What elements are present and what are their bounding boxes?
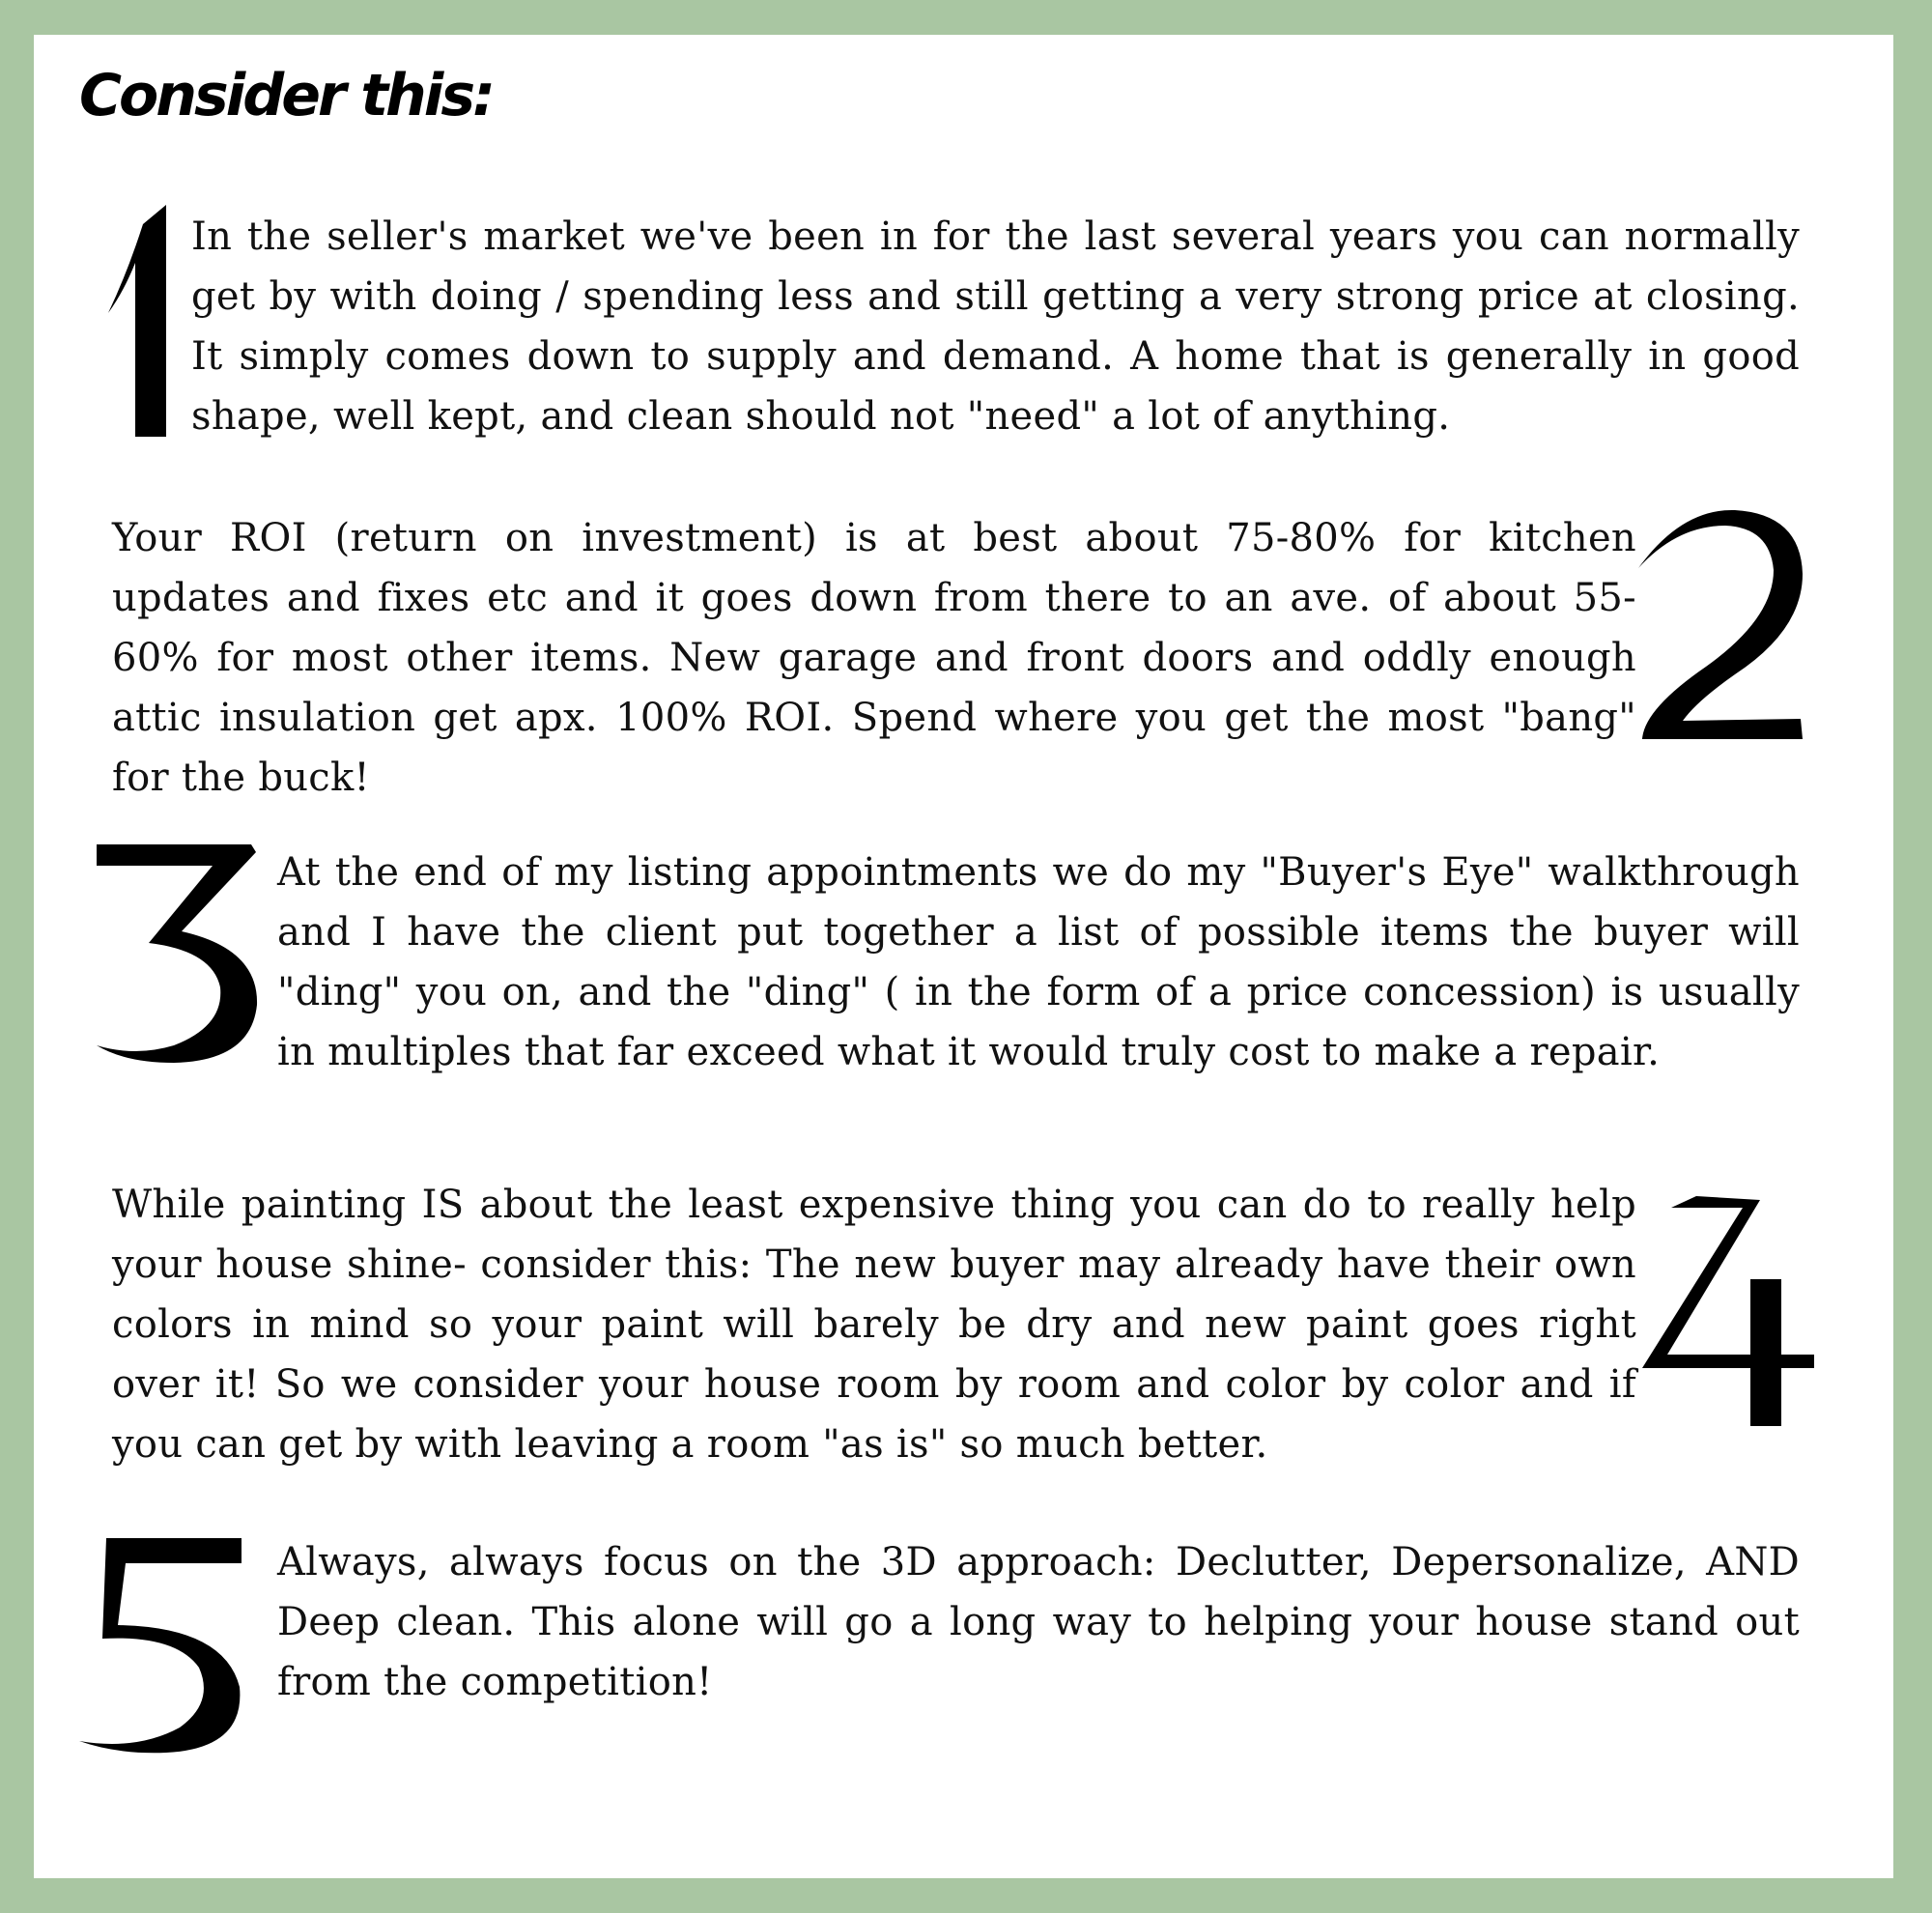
page-title: Consider this: [79,62,494,129]
tip-number-5 [79,1538,243,1756]
tip-text-1: In the seller's market we've been in for the last several years you can normally get by with doing / spending less and still getting a very strong price at closing. It simply comes down to supply and demand. A home that is generally in good shape, well kept, and clean should not "need" a lot of anything. [191,214,1800,439]
numeral-1-glyph [106,205,174,437]
numeral-5-glyph [79,1538,243,1756]
tip-text-3: At the end of my listing appointments we do my "Buyer's Eye" walkthrough and I have the client put together a list of possible items the buyer will "ding" you on, and the "ding" ( in the form of a price concession) is usually in multiples that far exceed what it would truly cost to make a repair. [277,850,1800,1074]
tip-text-5: Always, always focus on the 3D approach: Declutter, Depersonalize, AND Deep clean. This alone will go a long way to helping your house stand out from the competition! [277,1540,1800,1704]
tip-number-2 [1638,504,1807,741]
tip-text-4: While painting IS about the least expensive thing you can do to really help your house shine- consider this: The new buyer may already have their own colors in mind so your paint will barely be dry and new paint goes right over it! So we consider your house room by room and color by color and if you can get by with leaving a room "as is" so much better. [112,1183,1636,1467]
numeral-4-glyph [1642,1196,1816,1428]
tip-text-2: Your ROI (return on investment) is at best about 75-80% for kitchen updates and fixes etc and it goes down from there to an ave. of about 55-60% for most other items. New garage and front doors and oddly enough attic insulation get apx. 100% ROI. Spend where you get the most "bang" for the buck! [112,516,1636,800]
tip-number-1 [106,205,174,437]
tip-number-3 [97,842,261,1065]
tip-number-4 [1642,1196,1816,1428]
numeral-2-glyph [1638,504,1807,741]
numeral-3-glyph [97,842,261,1065]
